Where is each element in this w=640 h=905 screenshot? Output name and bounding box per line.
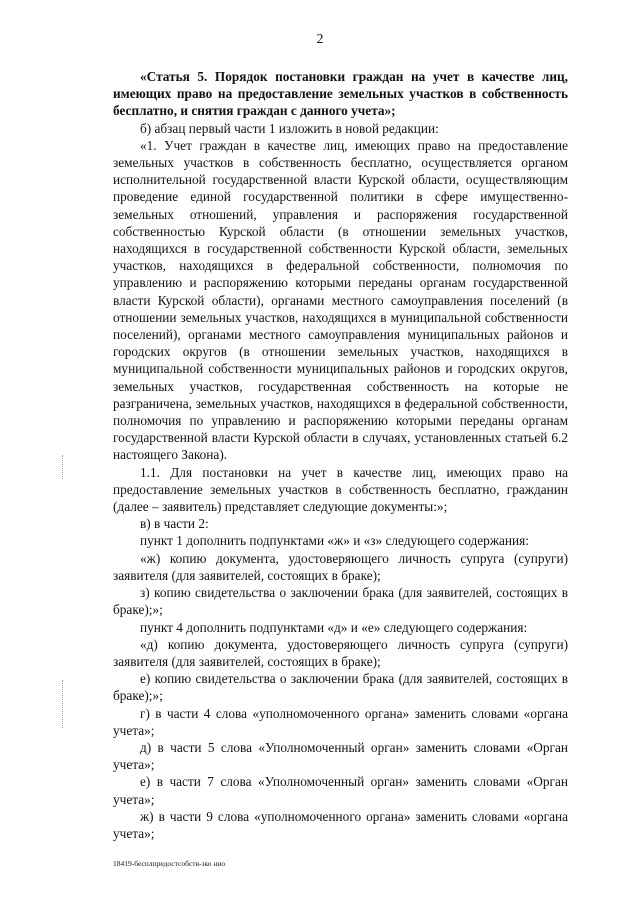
paragraph: «ж) копию документа, удостоверяющего личность супруга (супруги) заявителя (для заявителей, состоящих в браке); [113,550,568,583]
paragraph: з) копию свидетельства о заключении брака (для заявителей, состоящих в браке);»; [113,585,568,618]
paragraph: е) в части 7 слова «Уполномоченный орган» заменить словами «Орган учета»; [113,774,568,807]
binding-margin-marks [62,680,65,728]
paragraph: «1. Учет граждан в качестве лиц, имеющих право на предоставление земельных участков в собственность бесплатно, осуществляется органом исполнительной государственной власти Курской области, осуществляющим проведение единой государственной политики в сфере имущественно-земельных отношений, управления и распоряжения государственной собственностью Курской области (в отношении земельных участков, находящихся в государственной собственности Курской области, земельных участков, находящихся в федеральной собственности, полномочия по управлению и распоряжению которыми переданы органам государственной власти Курской области), органами местного самоуправления поселений (в отношении земельных участков, находящихся в муниципальной собственности поселений), органами местного самоуправления муниципальных районов и городских округов (в отношении земельных участков, находящихся в муниципальной собственности муниципальных районов и городских округов, земельных участков, государственная собственность на которые не разграничена, земельных участков, находящихся в федеральной собственности, полномочия по управлению и распоряжению которыми переданы органам государственной власти Курской области в случаях, установленных статьей 6.2 настоящего Закона). [113,137,568,463]
document-body [113,68,568,842]
paragraph: пункт 1 дополнить подпунктами «ж» и «з» следующего содержания: [140,533,529,549]
paragraph: в) в части 2: [140,516,209,532]
paragraph: е) копию свидетельства о заключении брака (для заявителей, состоящих в браке);»; [113,671,568,704]
paragraph: пункт 4 дополнить подпунктами «д» и «е» следующего содержания: [140,619,528,635]
binding-margin-marks [62,455,65,479]
paragraph: 1.1. Для постановки на учет в качестве лиц, имеющих право на предоставление земельных участков в собственность бесплатно, гражданин (далее – заявитель) представляет следующие документы:»; [113,464,568,515]
article-heading: «Статья 5. Порядок постановки граждан на учет в качестве лиц, имеющих право на предоставление земельных участков в собственность бесплатно, и снятия граждан с данного учета»; [113,69,568,119]
document-footer-code: 18419-бесплпредостсобств-зко нио [113,859,226,868]
paragraph: ж) в части 9 слова «уполномоченного органа» заменить словами «органа учета»; [113,808,568,841]
paragraph: д) в части 5 слова «Уполномоченный орган» заменить словами «Орган учета»; [113,739,568,773]
paragraph: б) абзац первый части 1 изложить в новой редакции: [140,120,439,136]
paragraph: «д) копию документа, удостоверяющего личность супруга (супруги) заявителя (для заявителей, состоящих в браке); [113,636,568,669]
paragraph: г) в части 4 слова «уполномоченного органа» заменить словами «органа учета»; [113,705,568,738]
page-number: 2 [316,32,324,47]
